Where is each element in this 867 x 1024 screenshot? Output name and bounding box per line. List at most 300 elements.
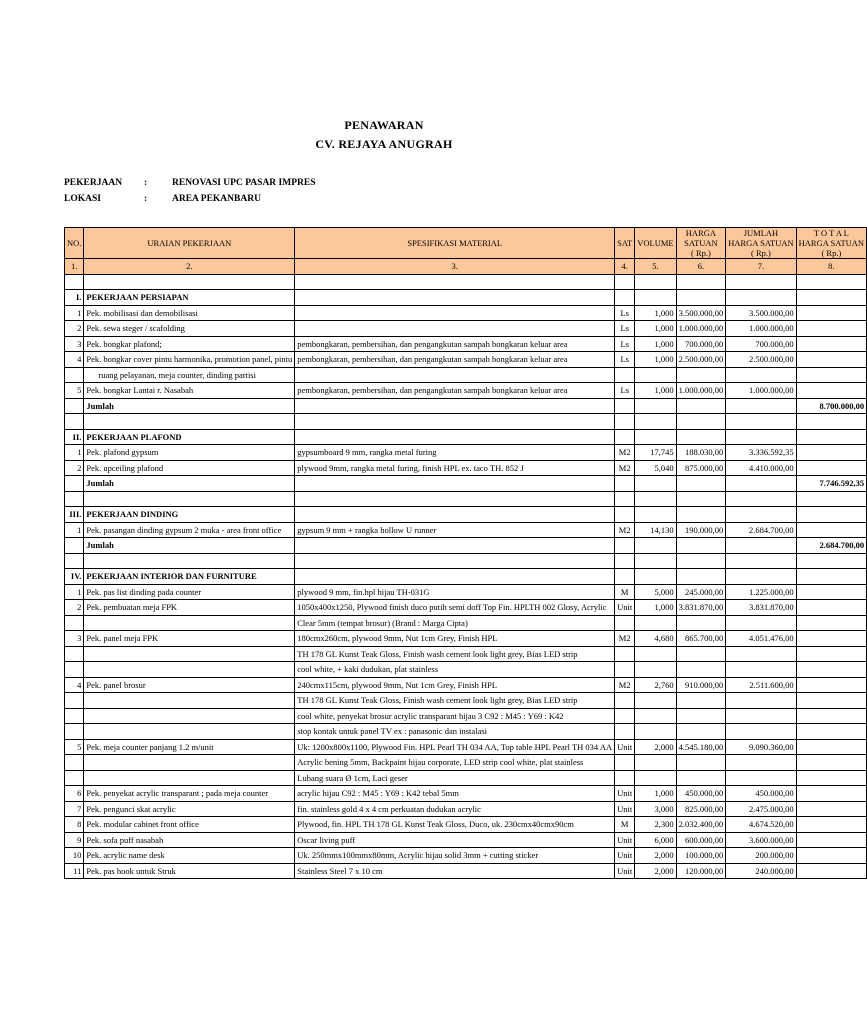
item-amount: 3.500.000,00	[726, 305, 796, 321]
item-volume: 5,000	[635, 584, 676, 600]
blank-row	[65, 274, 867, 290]
empty-cell	[615, 646, 635, 662]
item-unit: Unit	[615, 848, 635, 864]
empty-cell	[796, 817, 866, 833]
section-title: PEKERJAAN PLAFOND	[84, 429, 295, 445]
item-description-continued: ruang pelayanan, meja counter, dinding partisi	[84, 367, 295, 383]
item-unit-price: 1.000.000,00	[676, 321, 726, 337]
empty-cell	[65, 553, 84, 569]
empty-cell	[65, 770, 84, 786]
item-specification-continued: TH 178 GL Kunst Teak Gloss, Finish wash cement look light grey, Bias LED strip	[295, 646, 615, 662]
empty-cell	[615, 662, 635, 678]
empty-cell	[726, 646, 796, 662]
item-specification: pembongkaran, pembersihan, dan pengangkutan sampah bongkaran keluar area	[295, 383, 615, 399]
empty-cell	[615, 569, 635, 585]
empty-cell	[676, 274, 726, 290]
item-number: 7	[65, 801, 84, 817]
item-row	[65, 584, 867, 600]
item-specification-continued: cool white, + kaki dudukan, plat stainless	[295, 662, 615, 678]
item-description-continued	[84, 693, 295, 709]
item-row	[65, 863, 867, 879]
empty-cell	[65, 693, 84, 709]
empty-cell	[796, 708, 866, 724]
item-amount: 1.000.000,00	[726, 321, 796, 337]
column-number-row	[65, 259, 867, 275]
item-volume: 1,000	[635, 786, 676, 802]
item-number: 5	[65, 739, 84, 755]
empty-cell	[635, 646, 676, 662]
item-amount: 1.225.000,00	[726, 584, 796, 600]
item-amount: 240.000,00	[726, 863, 796, 879]
empty-cell	[635, 538, 676, 554]
blank-row	[65, 491, 867, 507]
item-row	[65, 460, 867, 476]
subtotal-label: Jumlah	[84, 398, 295, 414]
item-specification	[295, 321, 615, 337]
empty-cell	[65, 615, 84, 631]
item-number: 9	[65, 832, 84, 848]
empty-cell	[635, 367, 676, 383]
item-specification: gypsumboard 9 mm, rangka metal furing	[295, 445, 615, 461]
empty-cell	[295, 414, 615, 430]
item-unit-price: 1.000.000,00	[676, 383, 726, 399]
lokasi-colon: :	[144, 194, 148, 204]
item-volume: 5,040	[635, 460, 676, 476]
item-unit-price: 600.000,00	[676, 832, 726, 848]
empty-cell	[295, 274, 615, 290]
empty-cell	[796, 646, 866, 662]
empty-cell	[726, 708, 796, 724]
empty-cell	[635, 491, 676, 507]
empty-cell	[676, 367, 726, 383]
item-amount: 2.500.000,00	[726, 352, 796, 368]
item-description: Pek. plafond gypsum	[84, 445, 295, 461]
item-number: 11	[65, 863, 84, 879]
subtotal-value: 8.700.000,00	[796, 398, 866, 414]
item-description: Pek. acrylic name desk	[84, 848, 295, 864]
empty-cell	[796, 491, 866, 507]
section-title: PEKERJAAN DINDING	[84, 507, 295, 523]
empty-cell	[635, 398, 676, 414]
item-amount: 4.410.000,00	[726, 460, 796, 476]
item-unit: M2	[615, 460, 635, 476]
empty-cell	[796, 305, 866, 321]
empty-cell	[796, 631, 866, 647]
empty-cell	[726, 662, 796, 678]
item-volume: 1,000	[635, 321, 676, 337]
empty-cell	[796, 460, 866, 476]
item-specification-continued: Acrylic bening 5mm, Backpaint hijau corporate, LED strip cool white, plat stainless	[295, 755, 615, 771]
section-title: PEKERJAAN INTERIOR DAN FURNITURE	[84, 569, 295, 585]
item-row	[65, 631, 867, 647]
subtotal-label: Jumlah	[84, 538, 295, 554]
item-description-continued	[84, 662, 295, 678]
section-number: IV.	[65, 569, 84, 585]
empty-cell	[726, 491, 796, 507]
empty-cell	[676, 290, 726, 306]
empty-cell	[796, 522, 866, 538]
item-unit-price: 4.545.180,00	[676, 739, 726, 755]
empty-cell	[615, 770, 635, 786]
empty-cell	[676, 569, 726, 585]
empty-cell	[65, 724, 84, 740]
empty-cell	[635, 414, 676, 430]
item-unit-price: 910.000,00	[676, 677, 726, 693]
item-specification: pembongkaran, pembersihan, dan pengangkutan sampah bongkaran keluar area	[295, 352, 615, 368]
item-unit-price: 825.000,00	[676, 801, 726, 817]
item-unit-price: 2.032.400,00	[676, 817, 726, 833]
blank-row	[65, 414, 867, 430]
item-amount: 9.090.360,00	[726, 739, 796, 755]
item-specification: pembongkaran, pembersihan, dan pengangkutan sampah bongkaran keluar area	[295, 336, 615, 352]
empty-cell	[65, 367, 84, 383]
item-specification: 1050x400x1250, Plywood finish duco putih semi doff Top Fin. HPLTH 002 Glosy, Acrylic	[295, 600, 615, 616]
empty-cell	[796, 569, 866, 585]
empty-cell	[796, 693, 866, 709]
empty-cell	[726, 553, 796, 569]
empty-cell	[726, 724, 796, 740]
item-volume: 1,000	[635, 383, 676, 399]
empty-cell	[65, 398, 84, 414]
item-amount: 2.511.600,00	[726, 677, 796, 693]
item-row	[65, 352, 867, 368]
empty-cell	[796, 600, 866, 616]
empty-cell	[615, 755, 635, 771]
item-description-continued	[84, 708, 295, 724]
item-volume: 2,000	[635, 848, 676, 864]
col-number: 4.	[615, 259, 635, 275]
empty-cell	[796, 863, 866, 879]
empty-cell	[796, 274, 866, 290]
empty-cell	[796, 367, 866, 383]
empty-cell	[635, 755, 676, 771]
item-number: 4	[65, 352, 84, 368]
item-description: Pek. panel meja FPK	[84, 631, 295, 647]
subtotal-row	[65, 538, 867, 554]
section-number: III.	[65, 507, 84, 523]
continuation-row	[65, 662, 867, 678]
item-description: Pek. bongkar plafond;	[84, 336, 295, 352]
col-number: 5.	[635, 259, 676, 275]
item-number: 1	[65, 584, 84, 600]
empty-cell	[796, 724, 866, 740]
subtotal-label: Jumlah	[84, 476, 295, 492]
item-description: Pek. pasangan dinding gypsum 2 muka - area front office	[84, 522, 295, 538]
col-number: 1.	[65, 259, 84, 275]
item-number: 1	[65, 305, 84, 321]
empty-cell	[796, 429, 866, 445]
empty-cell	[676, 398, 726, 414]
item-unit: Unit	[615, 786, 635, 802]
item-unit: Unit	[615, 801, 635, 817]
item-description: Pek. pas list dinding pada counter	[84, 584, 295, 600]
empty-cell	[676, 724, 726, 740]
item-unit: Unit	[615, 600, 635, 616]
empty-cell	[676, 662, 726, 678]
item-unit-price: 2.500.000,00	[676, 352, 726, 368]
item-volume: 1,000	[635, 352, 676, 368]
empty-cell	[635, 615, 676, 631]
item-unit: Ls	[615, 321, 635, 337]
empty-cell	[635, 476, 676, 492]
item-description-continued	[84, 615, 295, 631]
item-unit: M2	[615, 631, 635, 647]
item-description-continued	[84, 724, 295, 740]
item-specification: acrylic hijau C92 : M45 : Y69 : K42 tebal 5mm	[295, 786, 615, 802]
empty-cell	[726, 755, 796, 771]
empty-cell	[726, 693, 796, 709]
col-number: 6.	[676, 259, 726, 275]
item-unit-price: 450.000,00	[676, 786, 726, 802]
continuation-row	[65, 615, 867, 631]
empty-cell	[676, 755, 726, 771]
empty-cell	[65, 662, 84, 678]
item-volume: 2,000	[635, 863, 676, 879]
item-specification: Oscar living puff	[295, 832, 615, 848]
item-row	[65, 739, 867, 755]
item-volume: 1,000	[635, 600, 676, 616]
item-amount: 700.000,00	[726, 336, 796, 352]
item-specification-continued: stop kontak untuk panel TV ex : panasonic dan instalasi	[295, 724, 615, 740]
item-number: 5	[65, 383, 84, 399]
empty-cell	[676, 538, 726, 554]
item-unit: Ls	[615, 383, 635, 399]
empty-cell	[635, 770, 676, 786]
col-number: 3.	[295, 259, 615, 275]
item-volume: 1,000	[635, 305, 676, 321]
empty-cell	[615, 398, 635, 414]
empty-cell	[615, 553, 635, 569]
item-specification: fin. stainless gold 4 x 4 cm perkuatan dudukan acrylic	[295, 801, 615, 817]
item-description: Pek. mobilisasi dan demobilisasi	[84, 305, 295, 321]
item-description-continued	[84, 646, 295, 662]
item-unit-price: 3.831.870,00	[676, 600, 726, 616]
continuation-row	[65, 646, 867, 662]
header-sat: SAT	[615, 228, 635, 259]
item-amount: 450.000,00	[726, 786, 796, 802]
continuation-row	[65, 367, 867, 383]
item-description: Pek. bongkar Lantai r. Nasabah	[84, 383, 295, 399]
lokasi-value: AREA PEKANBARU	[172, 194, 261, 204]
subtotal-row	[65, 398, 867, 414]
empty-cell	[726, 770, 796, 786]
empty-cell	[796, 739, 866, 755]
empty-cell	[796, 848, 866, 864]
empty-cell	[726, 367, 796, 383]
item-specification-continued: cool white, penyekat brosur acrylic transparant hijau 3 C92 : M45 : Y69 : K42	[295, 708, 615, 724]
item-unit-price: 190.000,00	[676, 522, 726, 538]
empty-cell	[676, 429, 726, 445]
item-unit: Unit	[615, 863, 635, 879]
section-title: PEKERJAAN PERSIAPAN	[84, 290, 295, 306]
item-number: 2	[65, 321, 84, 337]
empty-cell	[295, 429, 615, 445]
empty-cell	[796, 445, 866, 461]
empty-cell	[615, 274, 635, 290]
item-volume: 3,000	[635, 801, 676, 817]
section-number: II.	[65, 429, 84, 445]
subtotal-value: 2.684.700,00	[796, 538, 866, 554]
empty-cell	[796, 832, 866, 848]
item-row	[65, 786, 867, 802]
empty-cell	[796, 336, 866, 352]
item-volume: 17,745	[635, 445, 676, 461]
item-amount: 4.051.476,00	[726, 631, 796, 647]
empty-cell	[295, 491, 615, 507]
empty-cell	[84, 274, 295, 290]
empty-cell	[295, 553, 615, 569]
item-volume: 1,000	[635, 336, 676, 352]
item-volume: 4,680	[635, 631, 676, 647]
item-description: Pek. panel brosur	[84, 677, 295, 693]
empty-cell	[726, 538, 796, 554]
empty-cell	[615, 429, 635, 445]
item-number: 2	[65, 600, 84, 616]
empty-cell	[796, 507, 866, 523]
header-spesifikasi: SPESIFIKASI MATERIAL	[295, 228, 615, 259]
header-harga-satuan: HARGA SATUAN ( Rp.)	[676, 228, 726, 259]
item-unit: M	[615, 817, 635, 833]
subtotal-row	[65, 476, 867, 492]
empty-cell	[615, 290, 635, 306]
header-total-harga: T O T A L HARGA SATUAN ( Rp.)	[796, 228, 866, 259]
empty-cell	[796, 662, 866, 678]
pekerjaan-value: RENOVASI UPC PASAR IMPRES	[172, 178, 316, 188]
empty-cell	[615, 414, 635, 430]
item-unit: M2	[615, 522, 635, 538]
item-row	[65, 305, 867, 321]
empty-cell	[65, 476, 84, 492]
continuation-row	[65, 755, 867, 771]
item-description: Pek. pengunci skat acrylic	[84, 801, 295, 817]
section-number: I.	[65, 290, 84, 306]
document-title: PENAWARAN	[344, 118, 424, 132]
empty-cell	[635, 507, 676, 523]
pekerjaan-colon: :	[144, 178, 148, 188]
empty-cell	[84, 491, 295, 507]
empty-cell	[295, 507, 615, 523]
item-specification: plywood 9mm, rangka metal furing, finish HPL ex. taco TH. 852 J	[295, 460, 615, 476]
item-volume: 2,300	[635, 817, 676, 833]
subtotal-value: 7.746.592,35	[796, 476, 866, 492]
empty-cell	[65, 755, 84, 771]
item-unit: Unit	[615, 832, 635, 848]
item-unit: M	[615, 584, 635, 600]
empty-cell	[615, 538, 635, 554]
item-specification-continued: Lubang suara Ø 1cm, Laci geser	[295, 770, 615, 786]
item-description: Pek. upceiling plafond	[84, 460, 295, 476]
empty-cell	[615, 491, 635, 507]
empty-cell	[65, 491, 84, 507]
item-number: 4	[65, 677, 84, 693]
empty-cell	[615, 615, 635, 631]
empty-cell	[65, 274, 84, 290]
empty-cell	[635, 708, 676, 724]
empty-cell	[796, 321, 866, 337]
item-specification: Stainless Steel 7 x 10 cm	[295, 863, 615, 879]
item-row	[65, 600, 867, 616]
empty-cell	[615, 507, 635, 523]
blank-row	[65, 553, 867, 569]
col-number: 8.	[796, 259, 866, 275]
item-row	[65, 848, 867, 864]
empty-cell	[676, 770, 726, 786]
empty-cell	[726, 274, 796, 290]
item-description-continued	[84, 770, 295, 786]
empty-cell	[615, 708, 635, 724]
empty-cell	[676, 646, 726, 662]
item-specification: 180cmx260cm, plywood 9mm, Nut 1cm Grey, Finish HPL	[295, 631, 615, 647]
item-amount: 2.475.000,00	[726, 801, 796, 817]
item-specification-continued	[295, 367, 615, 383]
empty-cell	[635, 662, 676, 678]
empty-cell	[796, 352, 866, 368]
item-number: 2	[65, 460, 84, 476]
empty-cell	[676, 491, 726, 507]
item-unit-price: 865.700,00	[676, 631, 726, 647]
empty-cell	[615, 693, 635, 709]
empty-cell	[726, 507, 796, 523]
item-description-continued	[84, 755, 295, 771]
item-number: 10	[65, 848, 84, 864]
item-specification-continued: TH 178 GL Kunst Teak Gloss, Finish wash cement look light grey, Bias LED strip	[295, 693, 615, 709]
header-no: NO.	[65, 228, 84, 259]
continuation-row	[65, 770, 867, 786]
empty-cell	[676, 414, 726, 430]
company-name: CV. REJAYA ANUGRAH	[315, 137, 453, 151]
item-specification: 240cmx115cm, plywood 9mm, Nut 1cm Grey, Finish HPL	[295, 677, 615, 693]
item-amount: 3.600.000,00	[726, 832, 796, 848]
item-description: Pek. pembuatan meja FPK	[84, 600, 295, 616]
item-volume: 6,000	[635, 832, 676, 848]
item-description: Pek. penyekat acrylic transparant ; pada meja counter	[84, 786, 295, 802]
empty-cell	[635, 569, 676, 585]
empty-cell	[676, 507, 726, 523]
item-unit: Ls	[615, 352, 635, 368]
item-volume: 2,760	[635, 677, 676, 693]
empty-cell	[65, 538, 84, 554]
item-unit: Ls	[615, 336, 635, 352]
item-row	[65, 522, 867, 538]
item-description: Pek. meja counter panjang 1.2 m/unit	[84, 739, 295, 755]
item-unit-price: 875.000,00	[676, 460, 726, 476]
item-specification: gypsum 9 mm + rangka hollow U runner	[295, 522, 615, 538]
section-row	[65, 507, 867, 523]
empty-cell	[635, 693, 676, 709]
section-row	[65, 569, 867, 585]
item-description: Pek. modular cabinet front office	[84, 817, 295, 833]
empty-cell	[796, 786, 866, 802]
empty-cell	[635, 724, 676, 740]
empty-cell	[295, 398, 615, 414]
lokasi-label: LOKASI	[64, 194, 101, 204]
item-unit-price: 700.000,00	[676, 336, 726, 352]
empty-cell	[635, 553, 676, 569]
item-row	[65, 336, 867, 352]
header-volume: VOLUME	[635, 228, 676, 259]
item-number: 3	[65, 336, 84, 352]
item-specification	[295, 305, 615, 321]
item-row	[65, 817, 867, 833]
empty-cell	[796, 615, 866, 631]
header-row	[65, 228, 867, 259]
empty-cell	[676, 476, 726, 492]
item-amount: 1.000.000,00	[726, 383, 796, 399]
item-amount: 3.336.592,35	[726, 445, 796, 461]
item-unit-price: 188.030,00	[676, 445, 726, 461]
item-unit-price: 3.500.000,00	[676, 305, 726, 321]
item-description: Pek. pas hook untuk Struk	[84, 863, 295, 879]
